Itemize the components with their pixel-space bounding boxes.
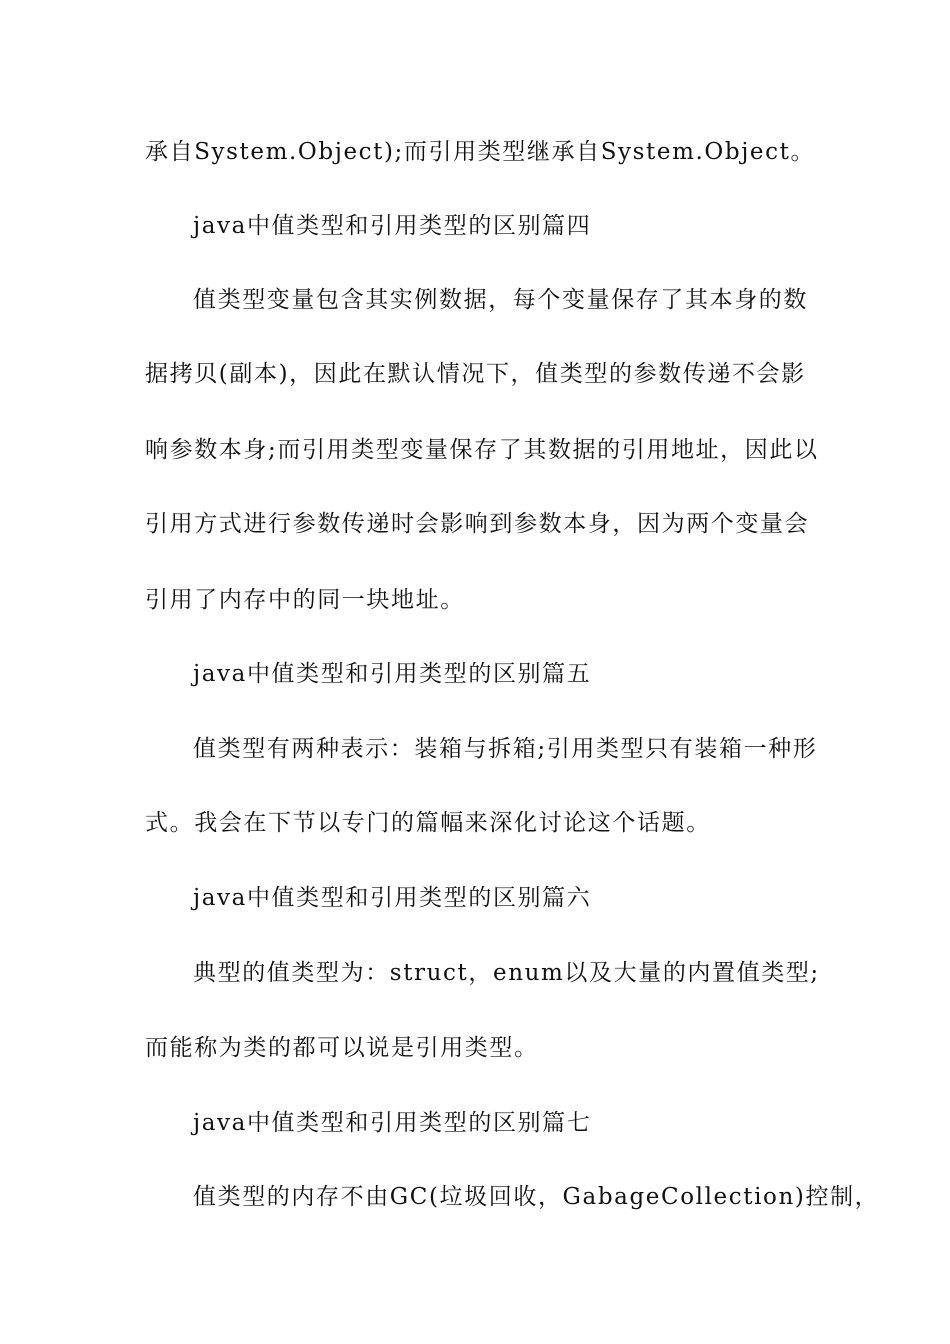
body-text-line: 式。我会在下节以专门的篇幅来深化讨论这个话题。: [145, 810, 711, 836]
paragraph-start: 典型的值类型为：struct，enum以及大量的内置值类型;: [193, 960, 820, 986]
paragraph-start: 值类型变量包含其实例数据，每个变量保存了其本身的数: [193, 287, 808, 313]
paragraph-start: 值类型的内存不由GC(垃圾回收，GabageCollection)控制，: [193, 1184, 880, 1210]
body-text-line: 引用了内存中的同一块地址。: [145, 587, 465, 613]
section-heading: java中值类型和引用类型的区别篇四: [193, 213, 592, 239]
section-heading: java中值类型和引用类型的区别篇七: [193, 1110, 592, 1136]
body-text-line: 引用方式进行参数传递时会影响到参数本身，因为两个变量会: [145, 511, 810, 537]
body-text-line: 而能称为类的都可以说是引用类型。: [145, 1035, 539, 1061]
body-text-line: 据拷贝(副本)，因此在默认情况下，值类型的参数传递不会影: [145, 361, 806, 387]
body-text-line: 响参数本身;而引用类型变量保存了其数据的引用地址，因此以: [145, 437, 819, 463]
section-heading: java中值类型和引用类型的区别篇六: [193, 885, 592, 911]
paragraph-start: 值类型有两种表示：装箱与拆箱;引用类型只有装箱一种形: [193, 736, 818, 762]
section-heading: java中值类型和引用类型的区别篇五: [193, 661, 592, 687]
body-text-line: 承自System.Object);而引用类型继承自System.Object。: [145, 139, 816, 165]
